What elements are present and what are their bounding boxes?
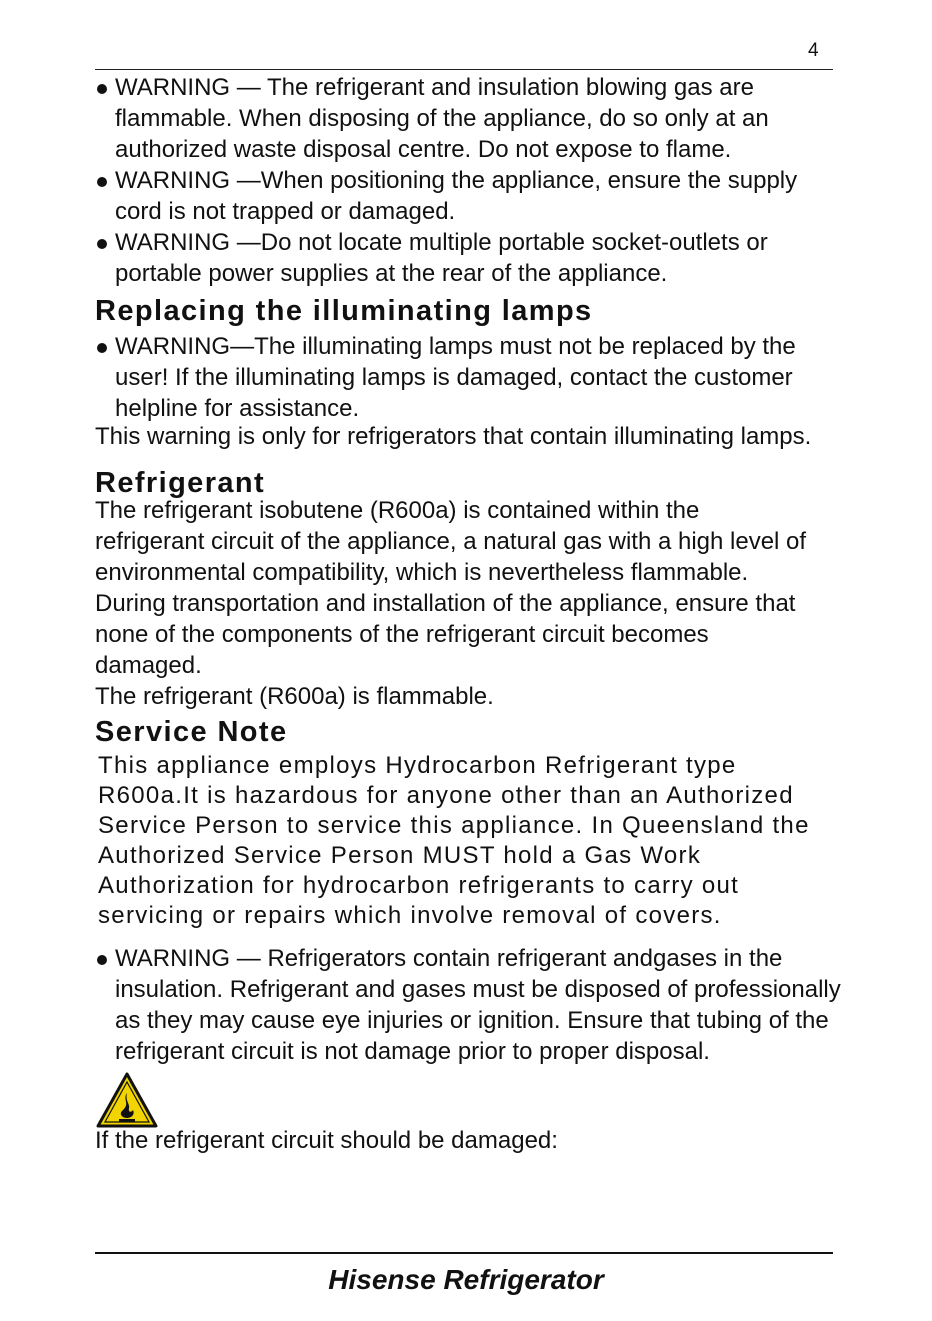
page-content	[95, 72, 855, 1156]
damage-intro: If the refrigerant circuit should be damaged:	[95, 1127, 558, 1154]
refrigerant-body: The refrigerant isobutene (R600a) is contained within the refrigerant circuit of the appliance, a natural gas with a high level of environmental compatibility, which is nevertheless flammable. During transportation and installation of the appliance, ensure that none of the components of the refrigerant circuit becomes damaged.	[95, 497, 807, 679]
footer-brand: Hisense Refrigerator	[328, 1264, 604, 1295]
warning-socket-outlets: WARNING —Do not locate multiple portable socket-outlets or portable power supplies at the rear of the appliance.	[95, 227, 855, 289]
lamps-note: This warning is only for refrigerators that contain illuminating lamps.	[95, 423, 812, 450]
warning-blowing-gas: WARNING — The refrigerant and insulation blowing gas are flammable. When disposing of the appliance, do so only at an authorized waste disposal centre. Do not expose to flame.	[95, 72, 855, 165]
bottom-divider	[95, 1252, 833, 1254]
warning-supply-cord: WARNING —When positioning the appliance, ensure the supply cord is not trapped or damaged.	[95, 165, 815, 227]
heading-service-note: Service Note	[95, 716, 288, 748]
flammable-warning-icon	[95, 1071, 159, 1129]
service-line: This appliance employs Hydrocarbon Refrigerant type	[98, 752, 737, 779]
heading-replacing-lamps: Replacing the illuminating lamps	[95, 295, 593, 327]
service-line: servicing or repairs which involve removal of covers.	[98, 902, 722, 929]
service-line: Authorized Service Person MUST hold a Gas Work	[98, 842, 702, 869]
refrigerant-flammable-note: The refrigerant (R600a) is flammable.	[95, 683, 494, 710]
service-line: R600a.It is hazardous for anyone other than an Authorized	[98, 782, 794, 809]
warning-disposal: WARNING — Refrigerators contain refrigerant andgases in the insulation. Refrigerant and gases must be disposed of professionally as they may cause eye injuries or ignition. Ensure that tubing of the refrigerant circuit is not damage prior to proper disposal.	[95, 943, 855, 1067]
top-divider	[95, 69, 833, 70]
warning-illuminating-lamps: WARNING—The illuminating lamps must not be replaced by the user! If the illuminating lamps is damaged, contact the customer helpline for assistance.	[95, 331, 855, 424]
service-line: Service Person to service this appliance. In Queensland the	[98, 812, 810, 839]
page-number: 4	[808, 40, 819, 61]
heading-refrigerant: Refrigerant	[95, 467, 266, 499]
service-note-body	[95, 751, 855, 931]
service-line: Authorization for hydrocarbon refrigerants to carry out	[98, 872, 740, 899]
